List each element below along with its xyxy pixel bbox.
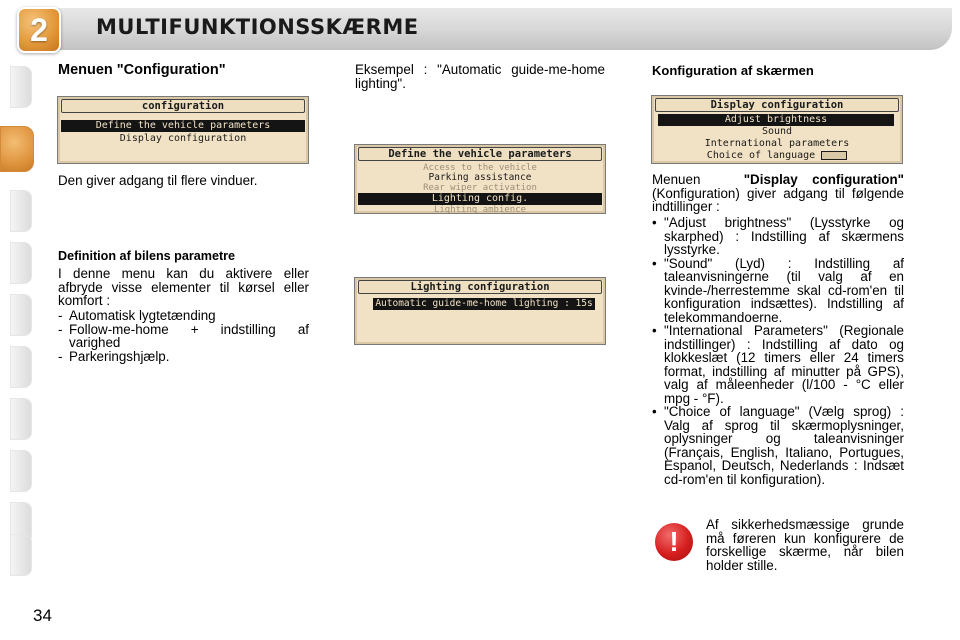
- screen-item: Rear wiper activation: [423, 183, 537, 193]
- screen-item-selected: Adjust brightness: [658, 114, 894, 126]
- chapter-tab-active[interactable]: [0, 126, 34, 172]
- page-title: MULTIFUNKTIONSSKÆRME: [96, 15, 419, 39]
- screen-item: Choice of language: [655, 150, 899, 162]
- list-item: • "Choice of language" (Vælg sprog) : Valg af sprog til skærmoplysninger, oplysninger og taleanvisninger (Français, English, Italiano, Portugues, Espanol, Deutsch, Nederlands : Indsæt cd-rom'en til konfiguration).: [652, 404, 904, 487]
- screen-title: Display configuration: [655, 98, 899, 112]
- screen-title: Lighting configuration: [358, 280, 602, 294]
- screen-item-selected: Define the vehicle parameters: [61, 120, 305, 132]
- section-heading-configuration: Menuen "Configuration": [58, 62, 226, 78]
- display-settings-list: [652, 216, 904, 486]
- screen-item-selected: Automatic guide-me-home lighting : 15s: [373, 298, 595, 310]
- display-configuration-screen: [651, 95, 903, 164]
- screen-item: Sound: [761, 126, 793, 137]
- screen-item: Display configuration: [119, 133, 247, 144]
- chapter-tab[interactable]: [10, 450, 32, 492]
- screen-item-selected: Lighting config.: [358, 193, 602, 205]
- subheading-vehicle-parameters: Definition af bilens parametre: [58, 249, 236, 263]
- list-item: • "Sound" (Lyd) : Indstilling af taleanvisningerne (til valg af en kvinde-/herrestemme skal cd-rom'en til konfiguration indsættes). Indstilling af telekommandoerne.: [652, 255, 904, 325]
- lighting-configuration-screen: [354, 277, 606, 345]
- screen-item: Parking assistance: [428, 172, 532, 183]
- example-text: Eksempel : "Automatic guide-me-home lighting".: [355, 62, 605, 91]
- chapter-tab[interactable]: [10, 294, 32, 336]
- section-heading-display: Konfiguration af skærmen: [652, 63, 814, 78]
- screen-title: Define the vehicle parameters: [358, 147, 602, 161]
- list-item: - Follow-me-home + indstilling af varighed: [58, 321, 309, 350]
- language-flag-icon: [821, 151, 847, 160]
- chapter-tab-strip: [0, 66, 36, 576]
- chapter-tab[interactable]: [10, 66, 32, 108]
- safety-warning: Af sikkerhedsmæssige grunde må føreren kun konfigurere de forskellige skærme, når bilen holder stille.: [706, 517, 904, 573]
- chapter-tab[interactable]: [10, 242, 32, 284]
- configuration-screen: [57, 96, 309, 164]
- feature-list: [58, 309, 309, 363]
- list-item: - Parkeringshjælp.: [58, 348, 170, 364]
- list-item: • "International Parameters" (Regionale indstillinger) : Indstilling af dato og klokkeslæt (12 timers eller 24 timers format, indstilling af minutter på GPS), valg af måleenheder (l/100 - °C eller mpg - °F).: [652, 323, 904, 406]
- intro-text: Den giver adgang til flere vinduer.: [58, 173, 258, 188]
- chapter-tab[interactable]: [10, 190, 32, 232]
- vehicle-parameters-screen: [354, 144, 606, 214]
- screen-item: Lighting ambience: [433, 205, 527, 214]
- list-item: • "Adjust brightness" (Lysstyrke og skarphed) : Indstilling af skærmens lysstyrke.: [652, 215, 904, 257]
- chapter-badge: 2: [17, 7, 61, 53]
- list-item: - Automatisk lygtetænding: [58, 308, 216, 323]
- body-text: I denne menu kan du aktivere eller afbryde visse elementer til kørsel eller komfort :: [58, 266, 309, 308]
- warning-icon: !: [655, 523, 693, 561]
- screen-item: Access to the vehicle: [423, 163, 537, 173]
- chapter-tab[interactable]: [10, 534, 32, 576]
- screen-title: configuration: [61, 99, 305, 113]
- chapter-tab[interactable]: [10, 346, 32, 388]
- chapter-tab[interactable]: [10, 398, 32, 440]
- display-intro: Menuen "Display configuration" (Konfiguration) giver adgang til følgende indtillinger :: [652, 172, 905, 214]
- page-number: 34: [33, 606, 52, 625]
- screen-item: International parameters: [704, 138, 850, 149]
